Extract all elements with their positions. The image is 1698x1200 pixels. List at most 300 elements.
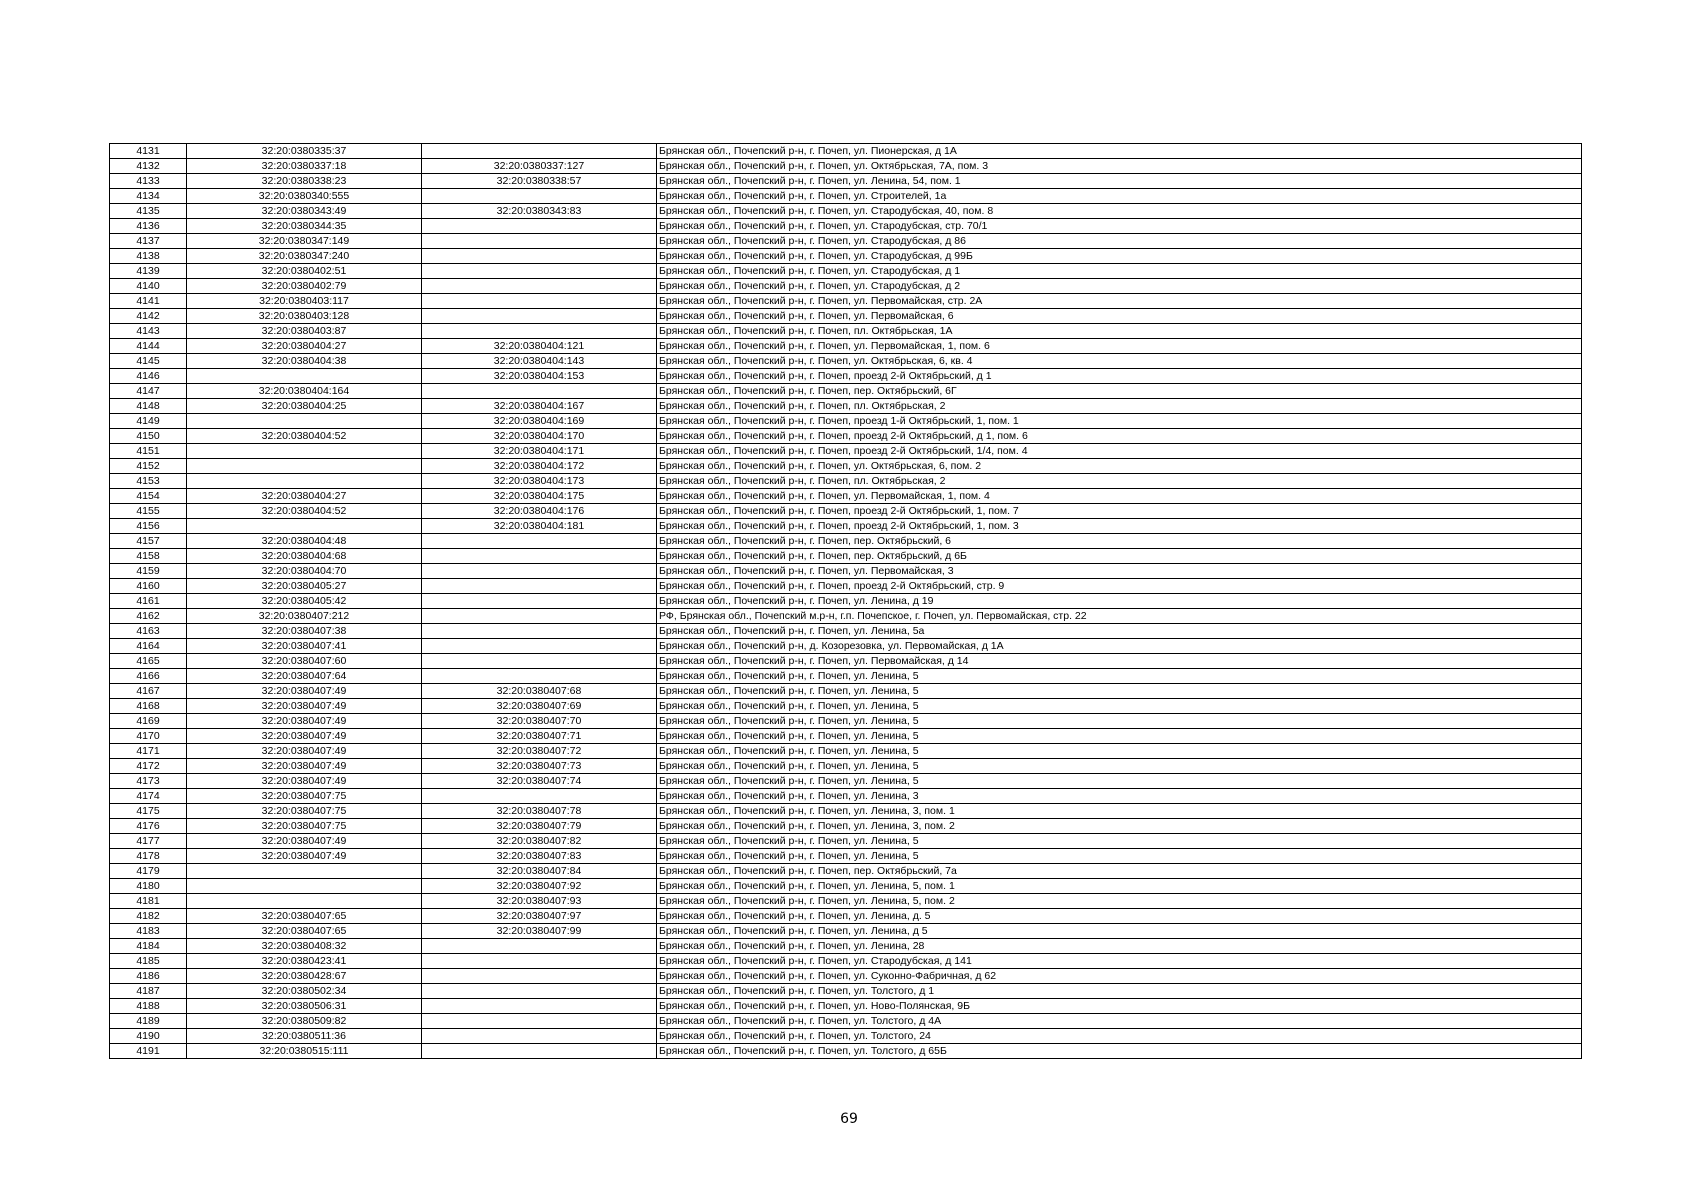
address-cell: Брянская обл., Почепский р-н, г. Почеп, ул. Ленина, д 19 (657, 594, 1582, 609)
parcel-cadastral-number-cell: 32:20:0380511:36 (187, 1029, 422, 1044)
parcel-cadastral-number-cell: 32:20:0380347:149 (187, 234, 422, 249)
building-cadastral-number-cell (422, 189, 657, 204)
table-row (110, 714, 1582, 729)
address-cell: Брянская обл., Почепский р-н, г. Почеп, пер. Октябрьский, 6 (657, 534, 1582, 549)
table-row (110, 189, 1582, 204)
row-number-cell: 4164 (110, 639, 187, 654)
table-row (110, 849, 1582, 864)
table-row (110, 879, 1582, 894)
address-cell: Брянская обл., Почепский р-н, г. Почеп, ул. Первомайская, 1, пом. 4 (657, 489, 1582, 504)
parcel-cadastral-number-cell: 32:20:0380404:48 (187, 534, 422, 549)
row-number-cell: 4170 (110, 729, 187, 744)
row-number-cell: 4185 (110, 954, 187, 969)
table-row (110, 549, 1582, 564)
building-cadastral-number-cell: 32:20:0380407:93 (422, 894, 657, 909)
address-cell: Брянская обл., Почепский р-н, г. Почеп, ул. Октябрьская, 7А, пом. 3 (657, 159, 1582, 174)
table-row (110, 804, 1582, 819)
row-number-cell: 4155 (110, 504, 187, 519)
table-row (110, 144, 1582, 159)
building-cadastral-number-cell: 32:20:0380404:175 (422, 489, 657, 504)
building-cadastral-number-cell: 32:20:0380407:82 (422, 834, 657, 849)
building-cadastral-number-cell (422, 789, 657, 804)
table-row (110, 609, 1582, 624)
parcel-cadastral-number-cell (187, 864, 422, 879)
parcel-cadastral-number-cell: 32:20:0380404:52 (187, 504, 422, 519)
address-cell: Брянская обл., Почепский р-н, г. Почеп, ул. Толстого, д 4А (657, 1014, 1582, 1029)
row-number-cell: 4133 (110, 174, 187, 189)
row-number-cell: 4156 (110, 519, 187, 534)
parcel-cadastral-number-cell: 32:20:0380405:42 (187, 594, 422, 609)
table-row (110, 234, 1582, 249)
parcel-cadastral-number-cell (187, 369, 422, 384)
table-row (110, 924, 1582, 939)
row-number-cell: 4188 (110, 999, 187, 1014)
address-cell: Брянская обл., Почепский р-н, г. Почеп, пер. Октябрьский, 7а (657, 864, 1582, 879)
row-number-cell: 4179 (110, 864, 187, 879)
address-cell: Брянская обл., Почепский р-н, г. Почеп, ул. Стародубская, д 2 (657, 279, 1582, 294)
building-cadastral-number-cell: 32:20:0380407:74 (422, 774, 657, 789)
row-number-cell: 4190 (110, 1029, 187, 1044)
parcel-cadastral-number-cell: 32:20:0380402:51 (187, 264, 422, 279)
address-cell: Брянская обл., Почепский р-н, г. Почеп, ул. Ленина, 5 (657, 684, 1582, 699)
row-number-cell: 4157 (110, 534, 187, 549)
building-cadastral-number-cell (422, 144, 657, 159)
address-cell: Брянская обл., Почепский р-н, г. Почеп, ул. Ленина, 54, пом. 1 (657, 174, 1582, 189)
row-number-cell: 4172 (110, 759, 187, 774)
table-row (110, 504, 1582, 519)
parcel-cadastral-number-cell: 32:20:0380407:75 (187, 819, 422, 834)
table-row (110, 1014, 1582, 1029)
table-row (110, 489, 1582, 504)
parcel-cadastral-number-cell: 32:20:0380407:65 (187, 909, 422, 924)
table-row (110, 414, 1582, 429)
row-number-cell: 4154 (110, 489, 187, 504)
row-number-cell: 4131 (110, 144, 187, 159)
parcel-cadastral-number-cell (187, 459, 422, 474)
table-row (110, 534, 1582, 549)
table-row (110, 909, 1582, 924)
building-cadastral-number-cell (422, 639, 657, 654)
row-number-cell: 4159 (110, 564, 187, 579)
table-row (110, 354, 1582, 369)
parcel-cadastral-number-cell: 32:20:0380428:67 (187, 969, 422, 984)
row-number-cell: 4148 (110, 399, 187, 414)
address-cell: Брянская обл., Почепский р-н, г. Почеп, ул. Первомайская, д 14 (657, 654, 1582, 669)
building-cadastral-number-cell (422, 1029, 657, 1044)
parcel-cadastral-number-cell: 32:20:0380506:31 (187, 999, 422, 1014)
row-number-cell: 4161 (110, 594, 187, 609)
row-number-cell: 4166 (110, 669, 187, 684)
parcel-cadastral-number-cell: 32:20:0380404:27 (187, 489, 422, 504)
row-number-cell: 4138 (110, 249, 187, 264)
table-row (110, 744, 1582, 759)
address-cell: РФ, Брянская обл., Почепский м.р-н, г.п. Почепское, г. Почеп, ул. Первомайская, стр. 22 (657, 609, 1582, 624)
building-cadastral-number-cell: 32:20:0380407:73 (422, 759, 657, 774)
building-cadastral-number-cell: 32:20:0380404:170 (422, 429, 657, 444)
table-row (110, 954, 1582, 969)
address-cell: Брянская обл., Почепский р-н, г. Почеп, ул. Первомайская, 3 (657, 564, 1582, 579)
table-row (110, 594, 1582, 609)
address-cell: Брянская обл., Почепский р-н, г. Почеп, ул. Ленина, 5 (657, 699, 1582, 714)
table-row (110, 564, 1582, 579)
table-row (110, 834, 1582, 849)
parcel-cadastral-number-cell: 32:20:0380338:23 (187, 174, 422, 189)
address-cell: Брянская обл., Почепский р-н, г. Почеп, ул. Октябрьская, 6, кв. 4 (657, 354, 1582, 369)
address-cell: Брянская обл., Почепский р-н, г. Почеп, ул. Толстого, 24 (657, 1029, 1582, 1044)
table-row (110, 639, 1582, 654)
parcel-cadastral-number-cell: 32:20:0380407:38 (187, 624, 422, 639)
row-number-cell: 4163 (110, 624, 187, 639)
address-cell: Брянская обл., Почепский р-н, г. Почеп, ул. Ленина, 5 (657, 729, 1582, 744)
row-number-cell: 4147 (110, 384, 187, 399)
building-cadastral-number-cell (422, 669, 657, 684)
table-row (110, 654, 1582, 669)
building-cadastral-number-cell (422, 969, 657, 984)
address-cell: Брянская обл., Почепский р-н, г. Почеп, ул. Толстого, д 1 (657, 984, 1582, 999)
table-row (110, 984, 1582, 999)
building-cadastral-number-cell (422, 1014, 657, 1029)
building-cadastral-number-cell: 32:20:0380407:70 (422, 714, 657, 729)
address-cell: Брянская обл., Почепский р-н, г. Почеп, ул. Строителей, 1а (657, 189, 1582, 204)
parcel-cadastral-number-cell: 32:20:0380402:79 (187, 279, 422, 294)
building-cadastral-number-cell: 32:20:0380407:97 (422, 909, 657, 924)
parcel-cadastral-number-cell (187, 474, 422, 489)
parcel-cadastral-number-cell (187, 879, 422, 894)
table-row (110, 789, 1582, 804)
parcel-cadastral-number-cell: 32:20:0380407:75 (187, 804, 422, 819)
table-row (110, 519, 1582, 534)
parcel-cadastral-number-cell: 32:20:0380407:49 (187, 699, 422, 714)
building-cadastral-number-cell (422, 309, 657, 324)
building-cadastral-number-cell: 32:20:0380338:57 (422, 174, 657, 189)
parcel-cadastral-number-cell: 32:20:0380347:240 (187, 249, 422, 264)
table-row (110, 384, 1582, 399)
table-row (110, 1044, 1582, 1059)
building-cadastral-number-cell: 32:20:0380407:78 (422, 804, 657, 819)
row-number-cell: 4135 (110, 204, 187, 219)
row-number-cell: 4175 (110, 804, 187, 819)
parcel-cadastral-number-cell: 32:20:0380407:64 (187, 669, 422, 684)
table-row (110, 219, 1582, 234)
building-cadastral-number-cell (422, 219, 657, 234)
row-number-cell: 4162 (110, 609, 187, 624)
table-row (110, 864, 1582, 879)
address-cell: Брянская обл., Почепский р-н, г. Почеп, ул. Октябрьская, 6, пом. 2 (657, 459, 1582, 474)
row-number-cell: 4181 (110, 894, 187, 909)
table-row (110, 174, 1582, 189)
parcel-cadastral-number-cell: 32:20:0380407:65 (187, 924, 422, 939)
address-cell: Брянская обл., Почепский р-н, г. Почеп, ул. Ленина, 5 (657, 759, 1582, 774)
building-cadastral-number-cell: 32:20:0380407:83 (422, 849, 657, 864)
parcel-cadastral-number-cell: 32:20:0380337:18 (187, 159, 422, 174)
table-row (110, 264, 1582, 279)
parcel-cadastral-number-cell: 32:20:0380407:49 (187, 834, 422, 849)
building-cadastral-number-cell (422, 624, 657, 639)
address-cell: Брянская обл., Почепский р-н, г. Почеп, пл. Октябрьская, 1А (657, 324, 1582, 339)
table-row (110, 324, 1582, 339)
building-cadastral-number-cell: 32:20:0380407:92 (422, 879, 657, 894)
row-number-cell: 4167 (110, 684, 187, 699)
parcel-cadastral-number-cell: 32:20:0380423:41 (187, 954, 422, 969)
address-cell: Брянская обл., Почепский р-н, г. Почеп, проезд 2-й Октябрьский, стр. 9 (657, 579, 1582, 594)
table-row (110, 774, 1582, 789)
row-number-cell: 4160 (110, 579, 187, 594)
row-number-cell: 4184 (110, 939, 187, 954)
address-cell: Брянская обл., Почепский р-н, г. Почеп, ул. Стародубская, д 99Б (657, 249, 1582, 264)
building-cadastral-number-cell (422, 384, 657, 399)
row-number-cell: 4165 (110, 654, 187, 669)
page-number: 69 (840, 1111, 858, 1127)
building-cadastral-number-cell (422, 594, 657, 609)
address-cell: Брянская обл., Почепский р-н, г. Почеп, ул. Суконно-Фабричная, д 62 (657, 969, 1582, 984)
table-row (110, 474, 1582, 489)
building-cadastral-number-cell: 32:20:0380407:79 (422, 819, 657, 834)
address-cell: Брянская обл., Почепский р-н, г. Почеп, ул. Первомайская, 1, пом. 6 (657, 339, 1582, 354)
parcel-cadastral-number-cell: 32:20:0380515:111 (187, 1044, 422, 1059)
parcel-cadastral-number-cell: 32:20:0380405:27 (187, 579, 422, 594)
address-cell: Брянская обл., Почепский р-н, г. Почеп, ул. Ленина, 5, пом. 2 (657, 894, 1582, 909)
table-row (110, 459, 1582, 474)
row-number-cell: 4186 (110, 969, 187, 984)
table-row (110, 624, 1582, 639)
row-number-cell: 4142 (110, 309, 187, 324)
table-row (110, 444, 1582, 459)
building-cadastral-number-cell (422, 264, 657, 279)
address-cell: Брянская обл., Почепский р-н, г. Почеп, проезд 2-й Октябрьский, д 1 (657, 369, 1582, 384)
table-row (110, 294, 1582, 309)
row-number-cell: 4140 (110, 279, 187, 294)
address-cell: Брянская обл., Почепский р-н, г. Почеп, ул. Ленина, 5, пом. 1 (657, 879, 1582, 894)
parcel-cadastral-number-cell: 32:20:0380404:52 (187, 429, 422, 444)
table-row (110, 894, 1582, 909)
table-row (110, 1029, 1582, 1044)
row-number-cell: 4187 (110, 984, 187, 999)
building-cadastral-number-cell (422, 294, 657, 309)
row-number-cell: 4137 (110, 234, 187, 249)
row-number-cell: 4158 (110, 549, 187, 564)
table-row (110, 309, 1582, 324)
building-cadastral-number-cell (422, 954, 657, 969)
building-cadastral-number-cell: 32:20:0380404:173 (422, 474, 657, 489)
parcel-cadastral-number-cell: 32:20:0380404:27 (187, 339, 422, 354)
row-number-cell: 4145 (110, 354, 187, 369)
row-number-cell: 4174 (110, 789, 187, 804)
parcel-cadastral-number-cell (187, 519, 422, 534)
address-cell: Брянская обл., Почепский р-н, г. Почеп, ул. Стародубская, д 1 (657, 264, 1582, 279)
address-cell: Брянская обл., Почепский р-н, г. Почеп, ул. Ленина, 3 (657, 789, 1582, 804)
building-cadastral-number-cell (422, 279, 657, 294)
address-cell: Брянская обл., Почепский р-н, г. Почеп, ул. Толстого, д 65Б (657, 1044, 1582, 1059)
building-cadastral-number-cell: 32:20:0380404:121 (422, 339, 657, 354)
parcel-cadastral-number-cell: 32:20:0380403:117 (187, 294, 422, 309)
address-cell: Брянская обл., Почепский р-н, г. Почеп, ул. Ленина, д. 5 (657, 909, 1582, 924)
address-cell: Брянская обл., Почепский р-н, г. Почеп, ул. Первомайская, стр. 2А (657, 294, 1582, 309)
address-cell: Брянская обл., Почепский р-н, г. Почеп, пер. Октябрьский, д 6Б (657, 549, 1582, 564)
table-row (110, 399, 1582, 414)
row-number-cell: 4152 (110, 459, 187, 474)
row-number-cell: 4150 (110, 429, 187, 444)
parcel-cadastral-number-cell: 32:20:0380407:49 (187, 729, 422, 744)
row-number-cell: 4180 (110, 879, 187, 894)
parcel-cadastral-number-cell: 32:20:0380404:68 (187, 549, 422, 564)
building-cadastral-number-cell (422, 534, 657, 549)
building-cadastral-number-cell (422, 249, 657, 264)
row-number-cell: 4139 (110, 264, 187, 279)
parcel-cadastral-number-cell: 32:20:0380407:49 (187, 714, 422, 729)
building-cadastral-number-cell: 32:20:0380337:127 (422, 159, 657, 174)
row-number-cell: 4143 (110, 324, 187, 339)
table-row (110, 684, 1582, 699)
row-number-cell: 4149 (110, 414, 187, 429)
parcel-cadastral-number-cell (187, 444, 422, 459)
table-row (110, 729, 1582, 744)
row-number-cell: 4169 (110, 714, 187, 729)
address-cell: Брянская обл., Почепский р-н, г. Почеп, ул. Ленина, 3, пом. 1 (657, 804, 1582, 819)
address-cell: Брянская обл., Почепский р-н, г. Почеп, ул. Стародубская, 40, пом. 8 (657, 204, 1582, 219)
parcel-cadastral-number-cell: 32:20:0380404:38 (187, 354, 422, 369)
building-cadastral-number-cell: 32:20:0380343:83 (422, 204, 657, 219)
row-number-cell: 4136 (110, 219, 187, 234)
parcel-cadastral-number-cell: 32:20:0380407:49 (187, 849, 422, 864)
building-cadastral-number-cell (422, 564, 657, 579)
row-number-cell: 4189 (110, 1014, 187, 1029)
building-cadastral-number-cell (422, 654, 657, 669)
building-cadastral-number-cell (422, 549, 657, 564)
address-cell: Брянская обл., Почепский р-н, г. Почеп, ул. Стародубская, д 141 (657, 954, 1582, 969)
row-number-cell: 4141 (110, 294, 187, 309)
address-cell: Брянская обл., Почепский р-н, г. Почеп, ул. Ленина, 5 (657, 849, 1582, 864)
address-cell: Брянская обл., Почепский р-н, г. Почеп, ул. Стародубская, д 86 (657, 234, 1582, 249)
parcel-cadastral-number-cell: 32:20:0380407:49 (187, 759, 422, 774)
row-number-cell: 4171 (110, 744, 187, 759)
parcel-cadastral-number-cell (187, 414, 422, 429)
table-row (110, 159, 1582, 174)
address-cell: Брянская обл., Почепский р-н, г. Почеп, ул. Ленина, 5 (657, 714, 1582, 729)
row-number-cell: 4177 (110, 834, 187, 849)
parcel-cadastral-number-cell: 32:20:0380509:82 (187, 1014, 422, 1029)
row-number-cell: 4183 (110, 924, 187, 939)
address-cell: Брянская обл., Почепский р-н, г. Почеп, проезд 2-й Октябрьский, д 1, пом. 6 (657, 429, 1582, 444)
table-row (110, 999, 1582, 1014)
table-row (110, 429, 1582, 444)
parcel-cadastral-number-cell: 32:20:0380403:128 (187, 309, 422, 324)
table-row (110, 279, 1582, 294)
parcel-cadastral-number-cell: 32:20:0380408:32 (187, 939, 422, 954)
building-cadastral-number-cell (422, 609, 657, 624)
parcel-cadastral-number-cell: 32:20:0380404:70 (187, 564, 422, 579)
table-row (110, 759, 1582, 774)
address-cell: Брянская обл., Почепский р-н, г. Почеп, пл. Октябрьская, 2 (657, 399, 1582, 414)
building-cadastral-number-cell: 32:20:0380404:176 (422, 504, 657, 519)
row-number-cell: 4178 (110, 849, 187, 864)
address-cell: Брянская обл., Почепский р-н, г. Почеп, пл. Октябрьская, 2 (657, 474, 1582, 489)
address-cell: Брянская обл., Почепский р-н, г. Почеп, пер. Октябрьский, 6Г (657, 384, 1582, 399)
address-cell: Брянская обл., Почепский р-н, г. Почеп, проезд 1-й Октябрьский, 1, пом. 1 (657, 414, 1582, 429)
row-number-cell: 4146 (110, 369, 187, 384)
building-cadastral-number-cell: 32:20:0380407:69 (422, 699, 657, 714)
address-cell: Брянская обл., Почепский р-н, г. Почеп, ул. Ленина, 5 (657, 669, 1582, 684)
table-row (110, 339, 1582, 354)
building-cadastral-number-cell: 32:20:0380407:84 (422, 864, 657, 879)
building-cadastral-number-cell: 32:20:0380404:181 (422, 519, 657, 534)
row-number-cell: 4151 (110, 444, 187, 459)
building-cadastral-number-cell: 32:20:0380407:99 (422, 924, 657, 939)
row-number-cell: 4173 (110, 774, 187, 789)
address-cell: Брянская обл., Почепский р-н, г. Почеп, проезд 2-й Октябрьский, 1/4, пом. 4 (657, 444, 1582, 459)
parcel-cadastral-number-cell: 32:20:0380407:212 (187, 609, 422, 624)
table-row (110, 579, 1582, 594)
building-cadastral-number-cell (422, 999, 657, 1014)
building-cadastral-number-cell: 32:20:0380404:169 (422, 414, 657, 429)
building-cadastral-number-cell: 32:20:0380404:171 (422, 444, 657, 459)
building-cadastral-number-cell (422, 984, 657, 999)
building-cadastral-number-cell: 32:20:0380404:153 (422, 369, 657, 384)
address-cell: Брянская обл., Почепский р-н, г. Почеп, ул. Ленина, д 5 (657, 924, 1582, 939)
row-number-cell: 4182 (110, 909, 187, 924)
address-cell: Брянская обл., Почепский р-н, г. Почеп, ул. Ново-Полянская, 9Б (657, 999, 1582, 1014)
building-cadastral-number-cell (422, 579, 657, 594)
row-number-cell: 4144 (110, 339, 187, 354)
address-cell: Брянская обл., Почепский р-н, г. Почеп, ул. Ленина, 5а (657, 624, 1582, 639)
address-cell: Брянская обл., Почепский р-н, г. Почеп, ул. Ленина, 5 (657, 834, 1582, 849)
building-cadastral-number-cell: 32:20:0380404:167 (422, 399, 657, 414)
parcel-cadastral-number-cell: 32:20:0380340:555 (187, 189, 422, 204)
building-cadastral-number-cell (422, 324, 657, 339)
address-cell: Брянская обл., Почепский р-н, г. Почеп, ул. Стародубская, стр. 70/1 (657, 219, 1582, 234)
table-row (110, 669, 1582, 684)
parcel-cadastral-number-cell: 32:20:0380343:49 (187, 204, 422, 219)
row-number-cell: 4191 (110, 1044, 187, 1059)
cadastral-table-body (110, 144, 1582, 1059)
table-row (110, 819, 1582, 834)
row-number-cell: 4153 (110, 474, 187, 489)
address-cell: Брянская обл., Почепский р-н, г. Почеп, проезд 2-й Октябрьский, 1, пом. 7 (657, 504, 1582, 519)
table-row (110, 369, 1582, 384)
address-cell: Брянская обл., Почепский р-н, г. Почеп, ул. Пионерская, д 1А (657, 144, 1582, 159)
address-cell: Брянская обл., Почепский р-н, г. Почеп, ул. Ленина, 5 (657, 774, 1582, 789)
parcel-cadastral-number-cell: 32:20:0380403:87 (187, 324, 422, 339)
building-cadastral-number-cell (422, 234, 657, 249)
address-cell: Брянская обл., Почепский р-н, д. Козорезовка, ул. Первомайская, д 1А (657, 639, 1582, 654)
address-cell: Брянская обл., Почепский р-н, г. Почеп, ул. Ленина, 3, пом. 2 (657, 819, 1582, 834)
table-row (110, 249, 1582, 264)
address-cell: Брянская обл., Почепский р-н, г. Почеп, ул. Первомайская, 6 (657, 309, 1582, 324)
cadastral-table (109, 143, 1582, 1059)
table-row (110, 969, 1582, 984)
building-cadastral-number-cell (422, 939, 657, 954)
table-row (110, 699, 1582, 714)
address-cell: Брянская обл., Почепский р-н, г. Почеп, проезд 2-й Октябрьский, 1, пом. 3 (657, 519, 1582, 534)
parcel-cadastral-number-cell: 32:20:0380407:49 (187, 744, 422, 759)
table-row (110, 204, 1582, 219)
address-cell: Брянская обл., Почепский р-н, г. Почеп, ул. Ленина, 28 (657, 939, 1582, 954)
parcel-cadastral-number-cell: 32:20:0380404:25 (187, 399, 422, 414)
building-cadastral-number-cell: 32:20:0380407:71 (422, 729, 657, 744)
building-cadastral-number-cell (422, 1044, 657, 1059)
table-row (110, 939, 1582, 954)
building-cadastral-number-cell: 32:20:0380404:172 (422, 459, 657, 474)
building-cadastral-number-cell: 32:20:0380407:68 (422, 684, 657, 699)
parcel-cadastral-number-cell: 32:20:0380407:49 (187, 774, 422, 789)
parcel-cadastral-number-cell: 32:20:0380407:75 (187, 789, 422, 804)
parcel-cadastral-number-cell: 32:20:0380407:60 (187, 654, 422, 669)
parcel-cadastral-number-cell: 32:20:0380407:41 (187, 639, 422, 654)
parcel-cadastral-number-cell (187, 894, 422, 909)
row-number-cell: 4132 (110, 159, 187, 174)
parcel-cadastral-number-cell: 32:20:0380407:49 (187, 684, 422, 699)
row-number-cell: 4134 (110, 189, 187, 204)
row-number-cell: 4168 (110, 699, 187, 714)
